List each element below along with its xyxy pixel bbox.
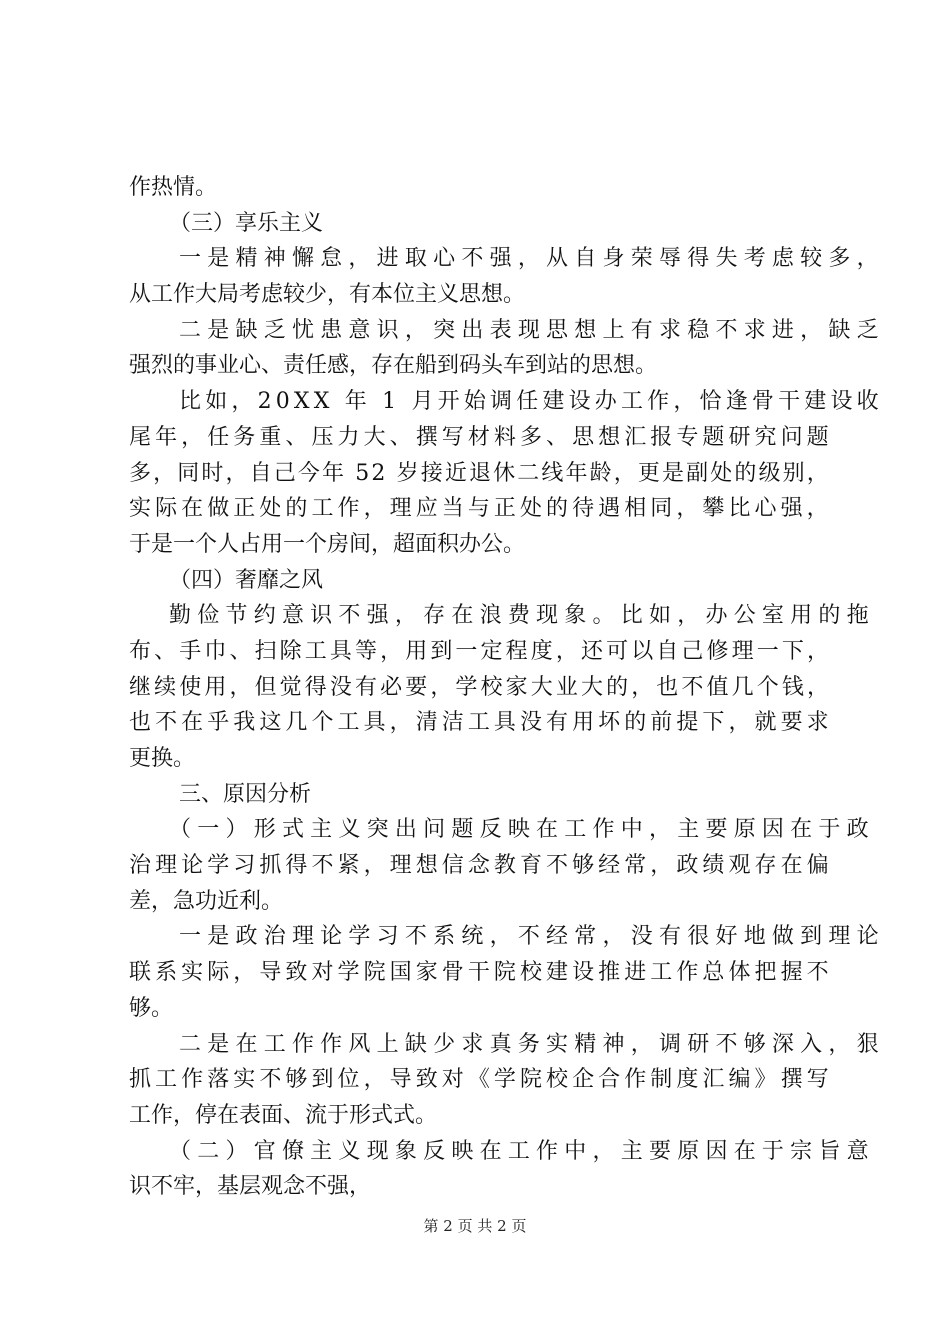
section-heading: （三）享乐主义 <box>169 210 324 236</box>
paragraph-line: 工作，停在表面、流于形式式。 <box>129 1102 438 1128</box>
paragraph-line: （ 一 ） 形 式 主 义 突 出 问 题 反 映 在 工 作 中 ， 主 要 原 因 在 于 政 <box>169 817 869 843</box>
paragraph-line: 够。 <box>129 995 174 1021</box>
paragraph-line: 联 系 实 际 ， 导 致 对 学 院 国 家 骨 干 院 校 建 设 推 进 工 作 总 体 把 握 不 <box>129 960 829 986</box>
paragraph-line: 识不牢，基层观念不强， <box>129 1174 372 1200</box>
paragraph-line: 抓 工 作 落 实 不 够 到 位 ， 导 致 对 《 学 院 校 企 合 作 制 度 汇 编 》 撰 写 <box>129 1067 829 1093</box>
paragraph-line: 作热情。 <box>129 175 218 200</box>
paragraph-line: 治 理 论 学 习 抓 得 不 紧 ， 理 想 信 念 教 育 不 够 经 常 ， 政 绩 观 存 在 偏 <box>129 853 829 879</box>
paragraph-line: （ 二 ） 官 僚 主 义 现 象 反 映 在 工 作 中 ， 主 要 原 因 在 于 宗 旨 意 <box>169 1138 869 1164</box>
paragraph-line: 一 是 精 神 懈 怠 ， 进 取 心 不 强 ， 从 自 身 荣 辱 得 失 考 虑 较 多 ， <box>179 246 879 272</box>
paragraph-line: 尾 年 ， 任 务 重 、 压 力 大 、 撰 写 材 料 多 、 思 想 汇 报 专 题 研 究 问 题 <box>129 424 829 450</box>
paragraph-line: 二 是 在 工 作 作 风 上 缺 少 求 真 务 实 精 神 ， 调 研 不 够 深 入 ， 狠 <box>179 1031 879 1057</box>
paragraph-line: 强烈的事业心、责任感，存在船到码头车到站的思想。 <box>129 353 658 379</box>
document-body <box>129 170 879 1205</box>
paragraph-line: 一 是 政 治 理 论 学 习 不 系 统 ， 不 经 常 ， 没 有 很 好 地 做 到 理 论 <box>179 924 879 950</box>
section-heading: 三、原因分析 <box>179 781 312 807</box>
paragraph-line: 更换。 <box>129 746 196 771</box>
page-number-footer: 第 2 页 共 2 页 <box>423 1217 527 1235</box>
paragraph-line: 比 如 ， 2 0 X X 年 1 月 开 始 调 任 建 设 办 工 作 ， 恰 逢 骨 干 建 设 收 <box>179 389 879 415</box>
paragraph-line: 勤 俭 节 约 意 识 不 强 ， 存 在 浪 费 现 象 。 比 如 ， 办 公 室 用 的 拖 <box>169 603 869 629</box>
section-heading: （四）奢靡之风 <box>169 567 324 593</box>
paragraph-line: 布 、 手 巾 、 扫 除 工 具 等 ， 用 到 一 定 程 度 ， 还 可 以 自 己 修 理 一 下 ， <box>129 638 829 664</box>
paragraph-line: 继 续 使 用 ， 但 觉 得 没 有 必 要 ， 学 校 家 大 业 大 的 ， 也 不 值 几 个 钱 ， <box>129 674 829 700</box>
paragraph-line: 从工作大局考虑较少，有本位主义思想。 <box>129 282 526 308</box>
paragraph-line: 多 ， 同 时 ， 自 己 今 年 5 2 岁 接 近 退 休 二 线 年 龄 ， 更 是 副 处 的 级 别 ， <box>129 460 829 486</box>
paragraph-line: 实 际 在 做 正 处 的 工 作 ， 理 应 当 与 正 处 的 待 遇 相 同 ， 攀 比 心 强 ， <box>129 496 829 522</box>
paragraph-line: 差，急功近利。 <box>129 888 284 914</box>
paragraph-line: 于是一个人占用一个房间，超面积办公。 <box>129 531 526 557</box>
paragraph-line: 二 是 缺 乏 忧 患 意 识 ， 突 出 表 现 思 想 上 有 求 稳 不 求 进 ， 缺 乏 <box>179 317 879 343</box>
paragraph-line: 也 不 在 乎 我 这 几 个 工 具 ， 清 洁 工 具 没 有 用 坏 的 前 提 下 ， 就 要 求 <box>129 710 829 736</box>
